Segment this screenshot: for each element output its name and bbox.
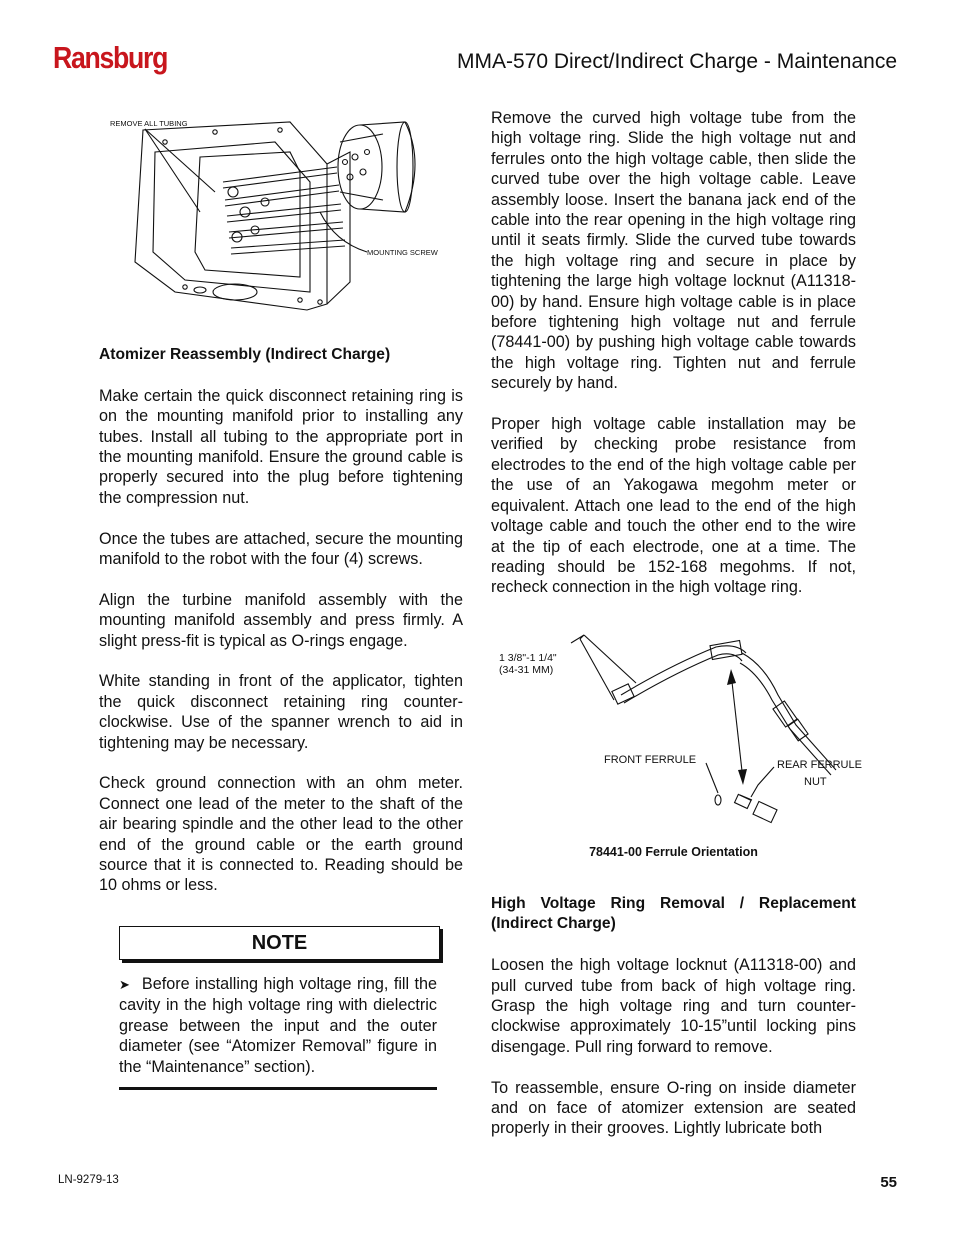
label-front-ferrule: FRONT FERRULE [604,754,697,766]
dimension-label-inch: 1 3/8"-1 1/4" [499,652,557,664]
note-text: Before installing high voltage ring, fill the cavity in the high voltage ring with dielectric grease between the input and the outer diameter (see “Atomizer Removal” figure in the “Maintenance” section). [119,975,437,1076]
figure-caption: 78441-00 Ferrule Orientation [589,845,758,859]
note-bullet-icon: ➤ [119,977,130,992]
ferrule-orientation-figure [496,625,876,835]
mounting-manifold-figure [105,112,455,327]
section-heading-hv-ring: High Voltage Ring Removal / Replacement (Indirect Charge) [491,895,856,933]
brand-logo: Ransburg [53,40,168,75]
note-body [119,974,437,1077]
hv-ring-section [491,894,856,1159]
paragraph: To reassemble, ensure O-ring on inside diameter and on face of atomizer extension are seated properly in their grooves. Lightly lubricate both [491,1078,856,1138]
paragraph: Once the tubes are attached, secure the mounting manifold to the robot with the four (4) screws. [99,529,463,569]
right-column [491,108,856,618]
paragraph: Loosen the high voltage locknut (A11318-00) and pull curved tube from back of high voltage ring. Grasp the high voltage ring and turn counter-clockwise approximately 10-15”until locking pins disengage. Pull ring forward to remove. [491,956,856,1056]
dimension-label-mm: (34-31 MM) [499,664,554,676]
label-nut: NUT [804,776,827,788]
paragraph: Check ground connection with an ohm meter. Connect one lead of the meter to the shaft of the air bearing spindle and the other lead to the other end of the ground cable or the earth ground source that it is connected to. Reading should be 10 ohms or less. [99,774,463,895]
label-mounting-screw: MOUNTING SCREW [367,248,438,257]
paragraph: Remove the curved high voltage tube from the high voltage ring. Slide the high voltage nut and ferrules onto the high voltage cable, then slide the curved tube over the high voltage cable. Leave assembly loose. Insert the banana jack end of the cable into the rear opening in the high voltage ring until it seats firmly. Slide the curved tube towards the high voltage ring and secure in place by tightening the large high voltage locknut (A11318-00) by hand. Ensure high voltage cable is in place before tightening high voltage nut and ferrule (78441-00) by pushing high voltage cable towards the high voltage ring. Tighten nut and ferrule securely by hand. [491,109,856,393]
footer-doc-number: LN-9279-13 [58,1174,119,1186]
left-column [99,345,463,916]
paragraph: Proper high voltage cable installation may be verified by checking probe resistance from electrodes to the end of the high voltage cable per the use of an Yakogawa megohm meter or equivalent. Attach one lead to the end of the high voltage cable and touch the other end to the wire at the tip of each electrode, one at a time. The reading should be 152-168 megohms. If not, recheck connection in the high voltage ring. [491,415,856,597]
label-remove-all-tubing: REMOVE ALL TUBING [110,119,188,128]
paragraph: Make certain the quick disconnect retaining ring is on the mounting manifold prior to installing any tubes. Install all tubing to the appropriate port in the mounting manifold. Ensure the ground cable is properly secured into the plug before tightening the compression nut. [99,386,463,507]
note-divider [119,1087,437,1090]
footer-page-number: 55 [880,1174,897,1191]
section-heading-atomizer-reassembly: Atomizer Reassembly (Indirect Charge) [99,346,391,363]
paragraph: White standing in front of the applicator, tighten the quick disconnect retaining ring counter-clockwise. Use of the spanner wrench to aid in tightening may be necessary. [99,672,463,752]
note-title: NOTE [119,926,440,960]
paragraph: Align the turbine manifold assembly with the mounting manifold assembly and press firmly. A slight press-fit is typical as O-rings engage. [99,590,463,650]
label-rear-ferrule: REAR FERRULE [777,759,862,771]
page-header-title: MMA-570 Direct/Indirect Charge - Maintenance [456,50,897,73]
